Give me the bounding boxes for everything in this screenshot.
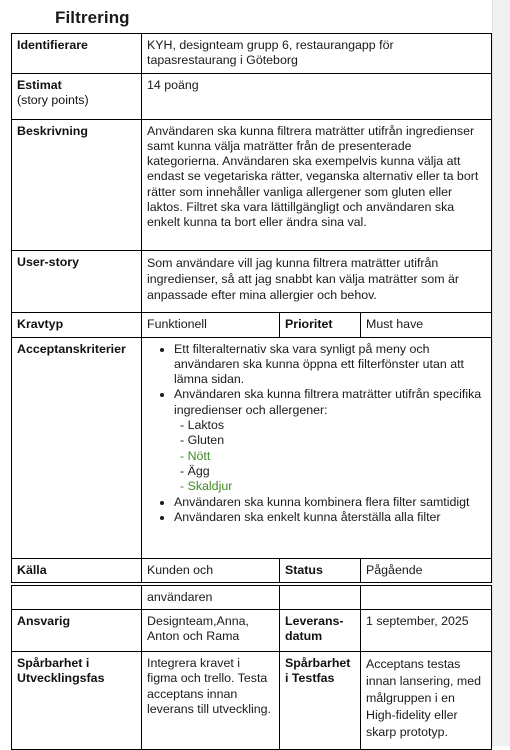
estimat-value: 14 poäng [142, 73, 492, 119]
leverans-label: Leverans-datum [280, 610, 361, 652]
kalla-label: Källa [12, 558, 142, 582]
row-ansvarig [12, 610, 492, 652]
criteria-list [158, 342, 485, 526]
requirement-table [11, 33, 492, 750]
kravtyp-value: Funktionell [142, 312, 280, 337]
kravtyp-label: Kravtyp [12, 312, 142, 337]
ansvarig-value: Designteam,Anna, Anton och Rama [142, 610, 280, 652]
kalla-value-line2: användaren [142, 585, 280, 609]
row-sparbarhet [12, 652, 492, 750]
beskrivning-value: Användaren ska kunna filtrera maträtter utifrån ingredienser samt kunna välja maträtter från de presenterade kategorierna. Användaren ska exempelvis kunna välja att endast se vegetariska rätter, veganska alternativ eller ta bort rätter som innehåller vanliga allergener som gluten eller laktos. Filtret ska vara lättillgängligt och användaren ska enkelt kunna ta bort eller ändra sina val. [142, 119, 492, 250]
row-kravtyp [12, 312, 492, 337]
allergen-item: - Gluten [180, 433, 485, 448]
kalla-label-continued [12, 585, 142, 609]
criteria-item: • Ett filteralternativ ska vara synligt på meny och användaren ska kunna öppna ett filterfönster utan att lämna sidan. [174, 342, 485, 388]
allergen-item: - Ägg [180, 464, 485, 479]
status-value: Pågående [361, 558, 492, 582]
estimat-label-line2: (story points) [17, 92, 89, 107]
row-identifierare [12, 34, 492, 74]
estimat-label [12, 73, 142, 119]
allergen-item: - Skaldjur [180, 479, 485, 494]
allergen-list [174, 418, 485, 494]
user-story-label: User-story [12, 250, 142, 312]
acceptanskriterier-value [142, 337, 492, 558]
page-title: Filtrering [55, 8, 130, 27]
kalla-value-line1: Kunden och [142, 558, 280, 582]
sparbarhet-value: Integrera kravet i figma och trello. Testa acceptans innan leverans till utveckling. [142, 652, 280, 750]
acceptanskriterier-label: Acceptanskriterier [12, 337, 142, 558]
criteria-item: • Användaren ska kunna kombinera flera filter samtidigt [174, 495, 485, 510]
scrollbar-track[interactable] [492, 0, 510, 746]
ansvarig-label: Ansvarig [12, 610, 142, 652]
testfas-label: Spårbarhet i Testfas [280, 652, 361, 750]
row-estimat [12, 73, 492, 119]
allergen-item: - Laktos [180, 418, 485, 433]
user-story-value: Som användare vill jag kunna filtrera maträtter utifrån ingredienser, så att jag snabbt kan välja maträtter som är anpassade efter mina allergier och behov. [142, 250, 492, 312]
row-beskrivning [12, 119, 492, 250]
criteria-item-text: Användaren ska kunna filtrera maträtter utifrån specifika ingredienser och allergener: [174, 387, 482, 417]
identifierare-label: Identifierare [12, 34, 142, 74]
sparbarhet-label: Spårbarhet i Utvecklingsfas [12, 652, 142, 750]
testfas-value: Acceptans testas innan lansering, med målgruppen i en High-fidelity eller skarp prototyp. [361, 652, 492, 750]
row-user-story [12, 250, 492, 312]
allergen-item: - Nött [180, 449, 485, 464]
prioritet-label: Prioritet [280, 312, 361, 337]
criteria-item: • Användaren ska enkelt kunna återställa alla filter [174, 510, 485, 525]
identifierare-value: KYH, designteam grupp 6, restaurangapp för tapasrestaurang i Göteborg [142, 34, 492, 74]
row-acceptanskriterier [12, 337, 492, 558]
prioritet-value: Must have [361, 312, 492, 337]
criteria-item [174, 387, 485, 494]
status-label: Status [280, 558, 361, 582]
beskrivning-label: Beskrivning [12, 119, 142, 250]
row-kalla-continued [12, 585, 492, 609]
row-kalla [12, 558, 492, 582]
status-label-continued [280, 585, 361, 609]
status-value-continued [361, 585, 492, 609]
estimat-label-line1: Estimat [17, 77, 62, 92]
leverans-value: 1 september, 2025 [361, 610, 492, 652]
